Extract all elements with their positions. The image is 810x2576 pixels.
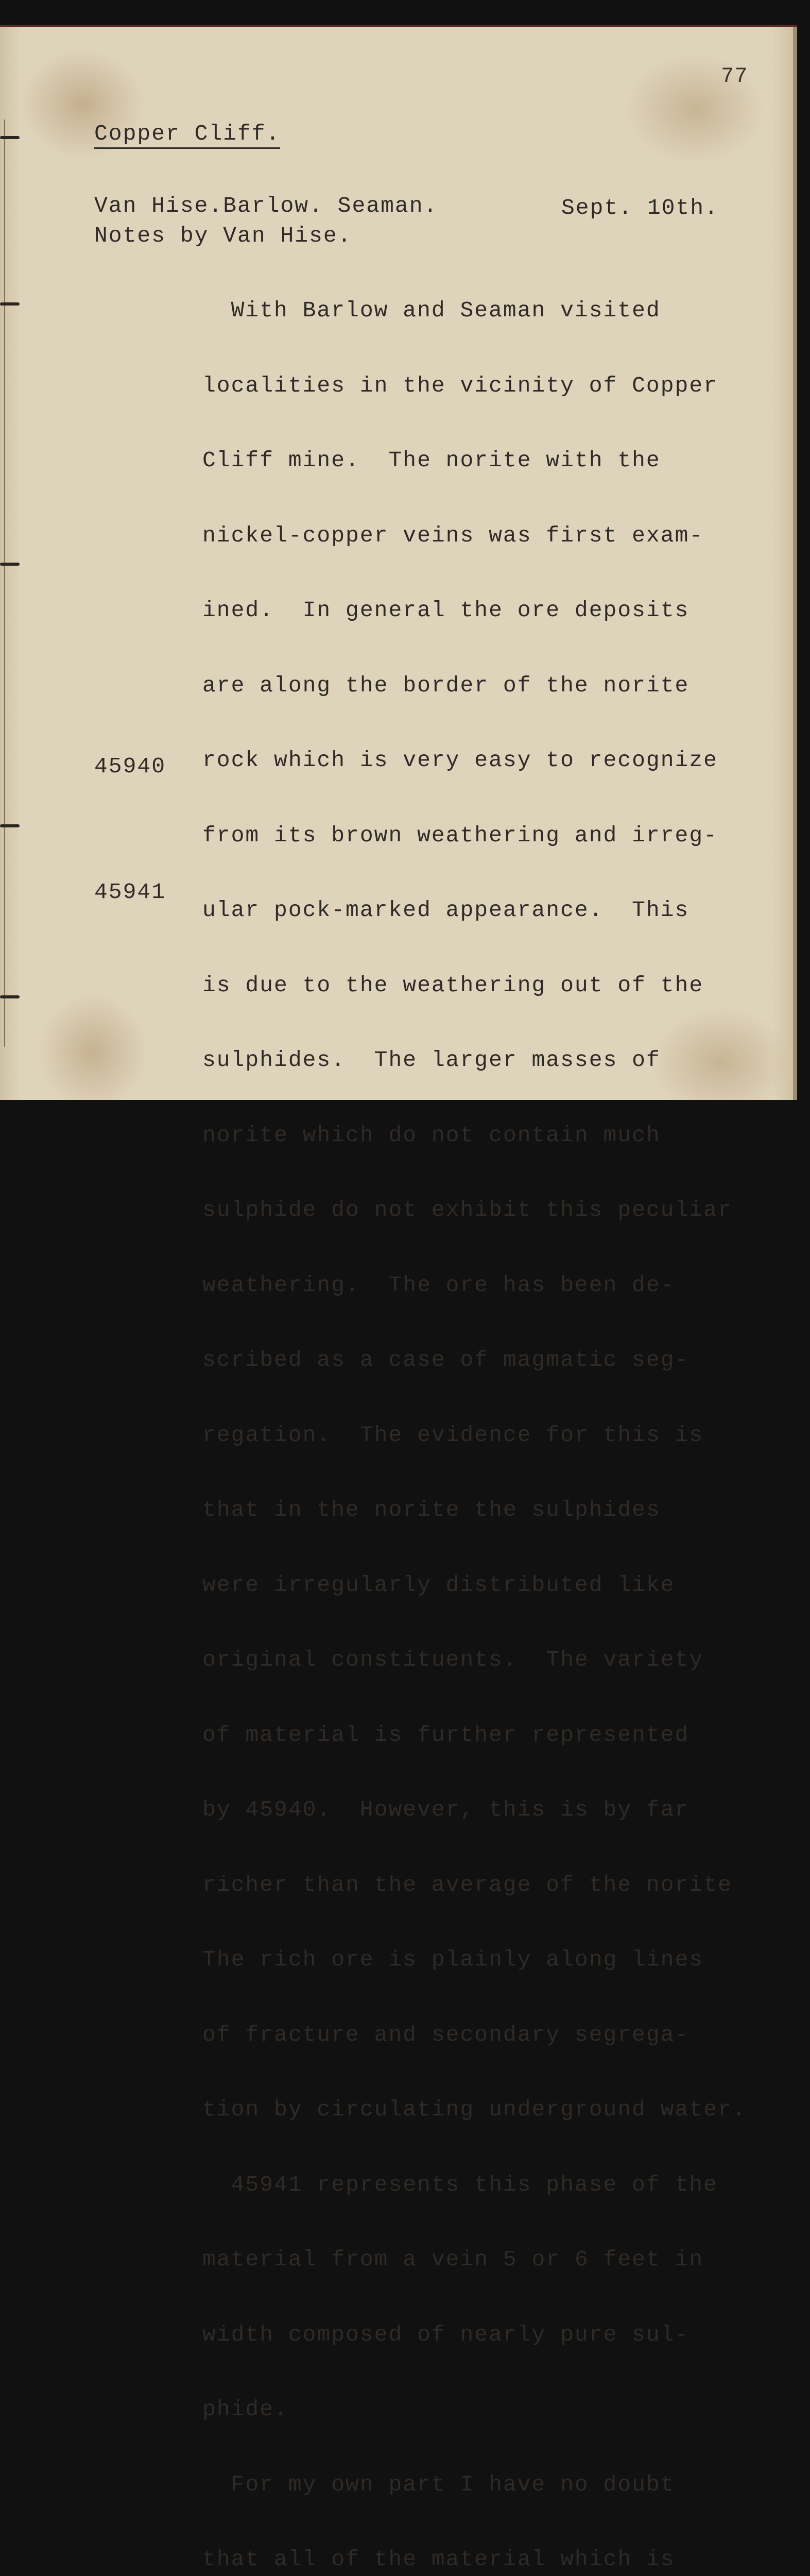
- body-line: localities in the vicinity of Copper: [202, 372, 718, 398]
- notes-line: Notes by Van Hise.: [94, 223, 352, 248]
- body-line: of material is further represented: [202, 1722, 690, 1748]
- body-line: material from a vein 5 or 6 feet in: [202, 2247, 704, 2272]
- page-edge: [793, 27, 797, 1100]
- body-line: regation. The evidence for this is: [202, 1422, 704, 1448]
- body-line: 45941 represents this phase of the: [202, 2172, 718, 2197]
- body-line: tion by circulating underground water.: [202, 2097, 747, 2122]
- body-line: that all of the material which is: [202, 2547, 675, 2572]
- body-line: width composed of nearly pure sul-: [202, 2321, 690, 2347]
- binder-ring-icon: [0, 302, 20, 306]
- binder-ring-icon: [0, 995, 20, 998]
- body-line: phide.: [202, 2397, 288, 2422]
- margin-specimen-number: 45940: [94, 754, 166, 779]
- body-line: ular pock-marked appearance. This: [202, 897, 690, 923]
- body-line: of fracture and secondary segrega-: [202, 2022, 690, 2047]
- body-line: nickel-copper veins was first exam-: [202, 522, 704, 548]
- binder-ring-icon: [0, 136, 20, 139]
- body-line: that in the norite the sulphides: [202, 1497, 661, 1522]
- margin-specimen-number: 45941: [94, 879, 166, 905]
- body-text: [202, 248, 784, 2576]
- authors-line: Van Hise.Barlow. Seaman.: [94, 193, 438, 218]
- body-line: from its brown weathering and irreg-: [202, 822, 718, 848]
- binder-ring-icon: [0, 563, 20, 566]
- body-line: are along the border of the norite: [202, 672, 690, 698]
- body-line: norite which do not contain much: [202, 1122, 661, 1148]
- body-line: For my own part I have no doubt: [202, 2471, 675, 2497]
- body-line: is due to the weathering out of the: [202, 972, 704, 998]
- page-number: 77: [721, 64, 748, 89]
- binding-line: [4, 120, 5, 1047]
- body-line: ined. In general the ore deposits: [202, 598, 690, 623]
- body-line: were irregularly distributed like: [202, 1572, 675, 1598]
- body-line: weathering. The ore has been de-: [202, 1272, 675, 1298]
- body-line: rock which is very easy to recognize: [202, 748, 718, 773]
- body-line: Cliff mine. The norite with the: [202, 448, 661, 473]
- body-line: sulphides. The larger masses of: [202, 1047, 661, 1073]
- body-line: original constituents. The variety: [202, 1647, 704, 1672]
- body-line: by 45940. However, this is by far: [202, 1797, 690, 1822]
- page-heading: Copper Cliff.: [94, 121, 280, 149]
- body-line: richer than the average of the norite: [202, 1872, 732, 1897]
- body-line: sulphide do not exhibit this peculiar: [202, 1197, 732, 1223]
- body-line: The rich ore is plainly along lines: [202, 1947, 704, 1972]
- paper-page: [0, 25, 797, 2572]
- date-line: Sept. 10th.: [561, 195, 719, 221]
- body-line: scribed as a case of magmatic seg-: [202, 1347, 690, 1372]
- body-line: With Barlow and Seaman visited: [202, 298, 661, 323]
- binder-ring-icon: [0, 824, 20, 827]
